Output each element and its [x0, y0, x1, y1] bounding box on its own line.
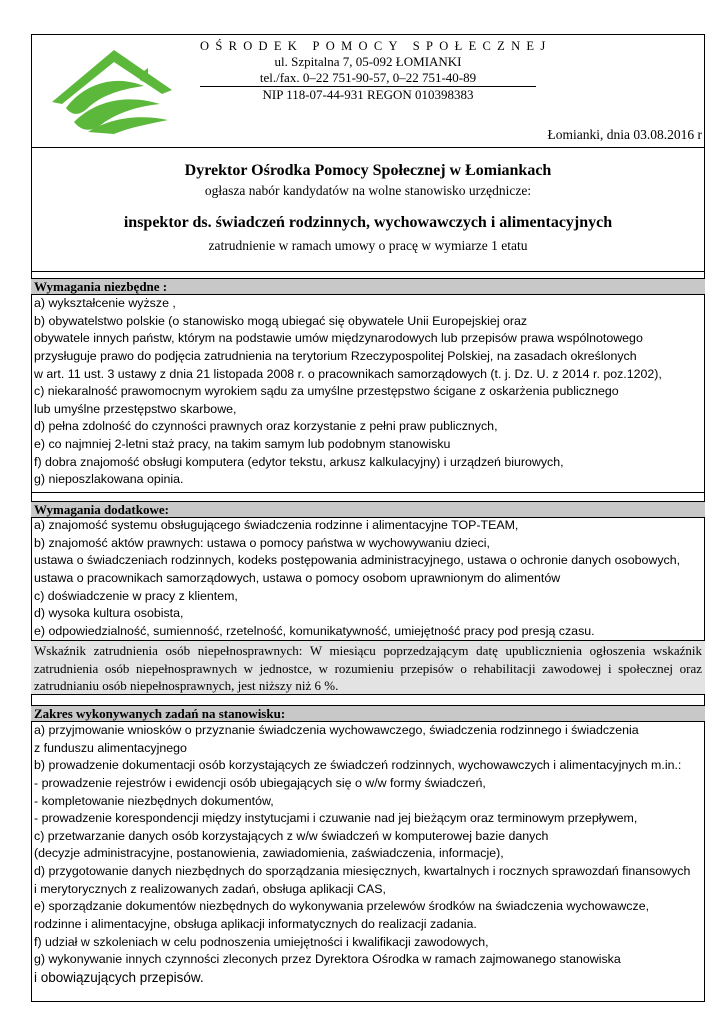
list-item: obywatele innych państw, którym na podstawie umów międzynarodowych lub przepisów prawa wspólnotowego — [34, 331, 643, 346]
list-item: a) znajomość systemu obsługującego świadczenia rodzinne i alimentacyjne TOP-TEAM, — [34, 518, 519, 532]
list-item: g) wykonywanie innych czynności zleconych przez Dyrektora Ośrodka w ramach zajmowanego stanowiska — [34, 952, 621, 967]
list-item: ustawa o świadczeniach rodzinnych, kodeks postępowania administracyjnego, ustawa o ochronie danych osobowych, — [34, 553, 681, 568]
phone: tel./fax. 0–22 751-90-57, 0–22 751-40-89 — [259, 70, 477, 85]
list-item: f) udział w szkoleniach w celu podnoszenia umiejętności i kwalifikacji zawodowych, — [34, 934, 489, 949]
note-line: zatrudnianiu osób niepełnosprawnych, jest niższy niż 6 %. — [34, 678, 339, 694]
disability-note — [31, 640, 705, 695]
subtitle-line: ogłasza nabór kandydatów na wolne stanowisko urzędnicze: — [204, 183, 532, 198]
list-item: d) wysoka kultura osobista, — [34, 606, 184, 621]
org-name: OŚRODEK POMOCY SPOŁECZNEJ — [200, 39, 552, 53]
document-date: Łomianki, dnia 03.08.2016 r — [547, 127, 702, 142]
requirements-list — [34, 295, 704, 489]
list-item: i obowiązujących przepisów. — [34, 969, 204, 985]
list-item: - prowadzenie korespondencji między instytucjami i czuwanie nad jej bieżącym oraz terminowym przepływem, — [34, 811, 638, 826]
list-item: e) odpowiedzialność, sumienność, rzetelność, komunikatywność, umiejętność pracy pod presją czasu. — [34, 623, 595, 638]
letterhead — [200, 38, 552, 103]
employment-type: zatrudnienie w ramach umowy o pracę w wymiarze 1 etatu — [208, 238, 528, 253]
list-item: b) znajomość aktów prawnych: ustawa o pomocy państwa w wychowywaniu dzieci, — [34, 535, 490, 550]
list-item: rodzinne i alimentacyjne, obsługa aplikacji informatycznych do realizacji zadania. — [34, 917, 477, 932]
list-item: e) sporządzanie dokumentów niezbędnych do wykonywania przelewów środków na świadczenia wychowawcze, — [34, 899, 650, 914]
list-item: f) dobra znajomość obsługi komputera (edytor tekstu, arkusz kalkulacyjny) i urządzeń biurowych, — [34, 454, 564, 469]
list-item: a) wykształcenie wyższe , — [34, 296, 176, 310]
additional-list — [34, 517, 704, 640]
list-item: c) niekaralność prawomocnym wyrokiem sądu za umyślne przestępstwo ścigane z oskarżenia publicznego — [34, 384, 619, 399]
title-line: Dyrektor Ośrodka Pomocy Społecznej w Łomiankach — [184, 162, 552, 179]
list-item: b) prowadzenie dokumentacji osób korzystających ze świadczeń rodzinnych, wychowawczych i alimentacyjnych m.in.: — [34, 758, 682, 773]
list-item: b) obywatelstwo polskie (o stanowisko mogą ubiegać się obywatele Unii Europejskiej oraz — [34, 313, 528, 328]
tasks-heading: Zakres wykonywanych zadań na stanowisku: — [31, 705, 705, 722]
list-item: a) przyjmowanie wniosków o przyznanie świadczenia wychowawczego, świadczenia rodzinnego i świadczenia — [34, 723, 639, 737]
list-item: ustawa o pracownikach samorządowych, ustawa o pomocy osobom uprawnionym do alimentów — [34, 570, 561, 585]
position-title: inspektor ds. świadczeń rodzinnych, wychowawczych i alimentacyjnych — [123, 214, 613, 231]
divider — [31, 492, 705, 493]
list-item: lub umyślne przestępstwo skarbowe, — [34, 401, 237, 416]
additional-heading: Wymagania dodatkowe: — [31, 501, 705, 518]
list-item: - prowadzenie rejestrów i ewidencji osób ubiegających się o w/w formy świadczeń, — [34, 775, 486, 790]
list-item: przysługuje prawo do podjęcia zatrudnienia na terytorium Rzeczypospolitej Polskiej, na zasadach określonych — [34, 348, 637, 363]
nip-regon: NIP 118-07-44-931 REGON 010398383 — [200, 86, 536, 103]
announcement-title — [31, 160, 705, 255]
note-line: zatrudnienia osób niepełnosprawnych w jednostce, w rozumieniu przepisów o rehabilitacji zawodowej i społecznej oraz — [34, 660, 702, 676]
divider — [31, 271, 705, 272]
divider — [31, 147, 705, 148]
list-item: d) przygotowanie danych niezbędnych do sporządzania miesięcznych, kwartalnych i rocznych sprawozdań finansowych — [34, 864, 691, 879]
requirements-heading: Wymagania niezbędne : — [31, 278, 705, 295]
ops-logo-icon — [44, 44, 178, 134]
list-item: d) pełna zdolność do czynności prawnych oraz korzystanie z pełni praw publicznych, — [34, 419, 498, 434]
list-item: - kompletowanie niezbędnych dokumentów, — [34, 793, 274, 808]
list-item: w art. 11 ust. 3 ustawy z dnia 21 listopada 2008 r. o pracownikach samorządowych (t. j. Dz. U. z 2014 r. poz.1202), — [34, 366, 662, 381]
list-item: c) przetwarzanie danych osób korzystających z w/w świadczeń w komputerowej bazie danych — [34, 828, 549, 843]
list-item: e) co najmniej 2-letni staż pracy, na takim samym lub podobnym stanowisku — [34, 437, 451, 452]
list-item: i merytorycznych z realizowanych zadań, obsługa aplikacji CAS, — [34, 881, 386, 896]
list-item: c) doświadczenie w pracy z klientem, — [34, 588, 238, 603]
list-item: g) nieposzlakowana opinia. — [34, 472, 184, 487]
tasks-list — [34, 722, 704, 987]
list-item: (decyzje administracyjne, postanowienia, zawiadomienia, zaświadczenia, informacje), — [34, 846, 504, 861]
address: ul. Szpitalna 7, 05-092 ŁOMIANKI — [274, 54, 462, 69]
note-line: Wskaźnik zatrudnienia osób niepełnosprawnych: W miesiącu poprzedzającym datę upublicznienia ogłoszenia wskaźnik — [34, 643, 702, 658]
list-item: z funduszu alimentacyjnego — [34, 740, 187, 755]
